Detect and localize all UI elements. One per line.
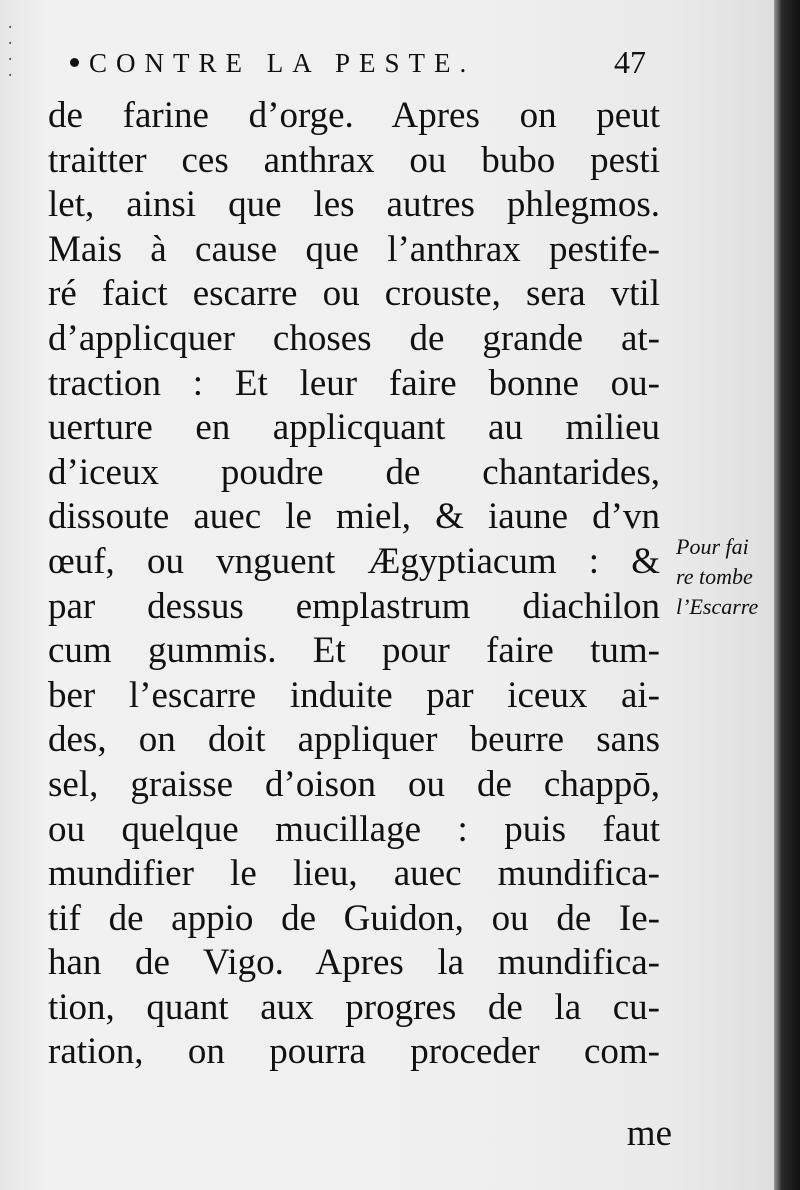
page-edge-marks: · · · ·: [6, 20, 15, 84]
margin-note: [676, 532, 776, 622]
running-header: [70, 44, 660, 90]
text-line: par dessus emplastrum diachilon: [48, 585, 660, 627]
text-line: dissoute auec le miel, & iaune d’vn: [48, 496, 660, 538]
text-line: traction : Et leur faire bonne ou-: [48, 362, 660, 404]
text-line: des, on doit appliquer beurre sans: [48, 719, 660, 761]
body-text: [48, 94, 660, 1075]
text-line: tion, quant aux progres de la cu-: [48, 986, 660, 1028]
text-line: mundifier le lieu, auec mundifica-: [48, 853, 660, 895]
text-line: han de Vigo. Apres la mundifica-: [48, 942, 660, 984]
book-spine-shadow: [774, 0, 800, 1190]
text-line: ré faict escarre ou crouste, sera vtil: [48, 273, 660, 315]
text-line: uerture en applicquant au milieu: [48, 407, 660, 449]
text-line: Mais à cause que l’anthrax pestife-: [48, 228, 660, 270]
text-line: ou quelque mucillage : puis faut: [48, 808, 660, 850]
text-line: let, ainsi que les autres phlegmos.: [48, 184, 660, 226]
text-line: de farine d’orge. Apres on peut: [48, 95, 660, 136]
text-line: œuf, ou vnguent Ægyptiacum : &: [48, 540, 660, 582]
text-line: cum gummis. Et pour faire tum-: [48, 630, 660, 672]
text-line: d’applicquer choses de grande at-: [48, 317, 660, 359]
text-line: sel, graisse d’oison ou de chappō,: [48, 763, 660, 805]
margin-note-line: l’Escarre: [676, 594, 759, 619]
text-line: d’iceux poudre de chantarides,: [48, 451, 660, 493]
running-title: CONTRE LA PESTE.: [89, 48, 476, 78]
text-line: traitter ces anthrax ou bubo pesti: [48, 139, 660, 181]
text-line: ber l’escarre induite par iceux ai-: [48, 674, 660, 716]
header-bullet-icon: [70, 58, 79, 67]
margin-note-line: Pour fai: [676, 534, 749, 559]
margin-note-line: re tombe: [676, 564, 753, 589]
text-line: ration, on pourra proceder com-: [48, 1031, 660, 1073]
page-number: 47: [614, 44, 646, 80]
catchword: me: [626, 1113, 672, 1154]
text-line: tif de appio de Guidon, ou de Ie-: [48, 897, 660, 939]
